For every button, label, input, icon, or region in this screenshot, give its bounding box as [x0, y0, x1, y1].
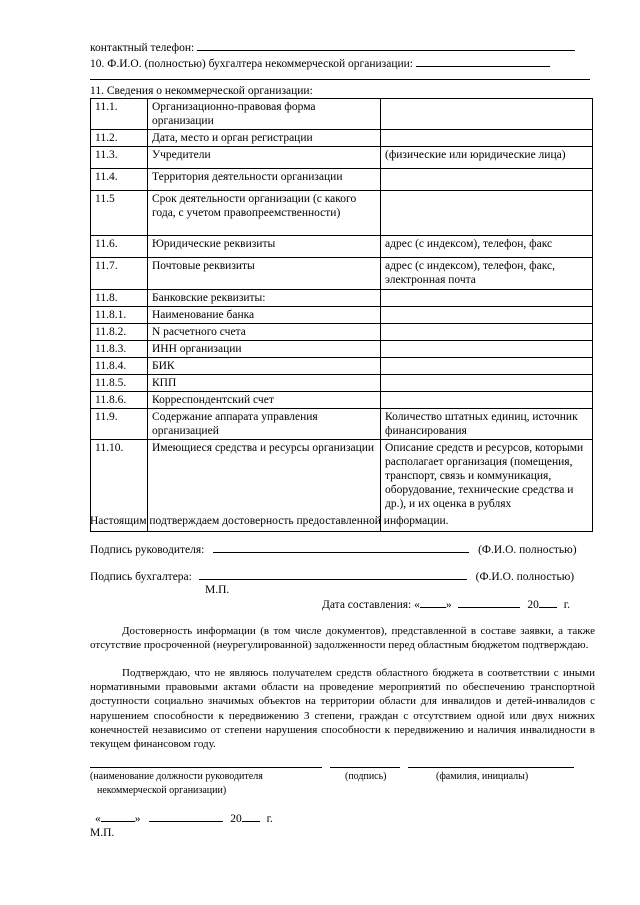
- section-title: 11. Сведения о некоммерческой организации:: [90, 85, 313, 97]
- row-number: 11.6.: [91, 236, 148, 258]
- table-row: [91, 99, 593, 130]
- row-field-value[interactable]: [381, 290, 593, 307]
- date-year: 20: [527, 599, 539, 611]
- row-field-name: Территория деятельности организации: [148, 169, 381, 191]
- footer-date-day-field[interactable]: [101, 811, 135, 822]
- row-number: 11.8.: [91, 290, 148, 307]
- accountant-row: [90, 56, 550, 71]
- position-line[interactable]: [90, 767, 322, 768]
- table-row: [91, 290, 593, 307]
- row-field-value[interactable]: (физические или юридические лица): [381, 147, 593, 169]
- row-number: 11.8.4.: [91, 358, 148, 375]
- footer-date-close: »: [134, 813, 141, 825]
- table-row: [91, 147, 593, 169]
- organization-info-table: [90, 98, 593, 532]
- row-number: 11.8.6.: [91, 392, 148, 409]
- head-signature-hint: (Ф.И.О. полностью): [478, 544, 577, 556]
- footer-date-suffix: г.: [266, 813, 273, 825]
- reliability-paragraph: Достоверность информации (в том числе документов), представленной в составе заявки, а также отсутствие просроченной (неурегулированной) задолженности перед областным бюджетом подтверждаю.: [90, 625, 595, 652]
- row-number: 11.8.5.: [91, 375, 148, 392]
- row-field-value[interactable]: [381, 324, 593, 341]
- name-hint: (фамилия, инициалы): [436, 771, 529, 782]
- row-number: 11.2.: [91, 130, 148, 147]
- date-row: [322, 597, 570, 612]
- row-field-name: Дата, место и орган регистрации: [148, 130, 381, 147]
- date-month-field[interactable]: [458, 597, 520, 608]
- accountant-name-line-2[interactable]: [90, 79, 590, 80]
- footer-date-row: [95, 811, 273, 826]
- row-field-value[interactable]: Описание средств и ресурсов, которыми располагает организация (помещения, транспорт, связь и коммуникация, оборудование, технические средства и др.), и их оценка в рублях: [381, 440, 593, 532]
- table-row: [91, 341, 593, 358]
- row-field-name: ИНН организации: [148, 341, 381, 358]
- row-number: 11.10.: [91, 440, 148, 532]
- head-signature-row: [90, 542, 577, 557]
- table-row: [91, 130, 593, 147]
- row-field-name: Почтовые реквизиты: [148, 258, 381, 290]
- contact-phone-field[interactable]: [197, 40, 575, 51]
- confirm-text: Настоящим подтверждаем достоверность предоставленной информации.: [90, 515, 449, 527]
- row-field-name: Наименование банка: [148, 307, 381, 324]
- head-signature-field[interactable]: [213, 542, 469, 553]
- date-mid: »: [445, 599, 452, 611]
- table-row: [91, 409, 593, 440]
- accountant-label: 10. Ф.И.О. (полностью) бухгалтера некоммерческой организации:: [90, 58, 413, 70]
- row-number: 11.4.: [91, 169, 148, 191]
- row-field-value[interactable]: [381, 392, 593, 409]
- stamp-mark: М.П.: [205, 584, 230, 596]
- head-signature-label: Подпись руководителя:: [90, 544, 205, 556]
- footer-date-year-field[interactable]: [242, 811, 260, 822]
- row-field-value[interactable]: [381, 341, 593, 358]
- row-number: 11.8.3.: [91, 341, 148, 358]
- row-field-name: Имеющиеся средства и ресурсы организации: [148, 440, 381, 532]
- table-row: [91, 169, 593, 191]
- date-prefix: Дата составления: «: [322, 599, 420, 611]
- row-field-value[interactable]: [381, 169, 593, 191]
- footer-date-year: 20: [230, 813, 242, 825]
- row-field-name: Содержание аппарата управления организацией: [148, 409, 381, 440]
- table-row: [91, 392, 593, 409]
- footer-stamp-mark: М.П.: [90, 827, 115, 839]
- row-number: 11.7.: [91, 258, 148, 290]
- date-year-field[interactable]: [539, 597, 557, 608]
- table-row: [91, 258, 593, 290]
- row-field-value[interactable]: Количество штатных единиц, источник финансирования: [381, 409, 593, 440]
- accountant-signature-field[interactable]: [199, 569, 467, 580]
- row-field-name: Юридические реквизиты: [148, 236, 381, 258]
- row-number: 11.9.: [91, 409, 148, 440]
- table-row: [91, 324, 593, 341]
- date-suffix: г.: [563, 599, 571, 611]
- accountant-signature-label: Подпись бухгалтера:: [90, 571, 192, 583]
- date-day-field[interactable]: [420, 597, 446, 608]
- row-field-value[interactable]: [381, 375, 593, 392]
- contact-phone-label: контактный телефон:: [90, 42, 195, 54]
- table-row: [91, 191, 593, 236]
- row-field-name: Учредители: [148, 147, 381, 169]
- row-field-name: БИК: [148, 358, 381, 375]
- row-field-name: КПП: [148, 375, 381, 392]
- row-number: 11.3.: [91, 147, 148, 169]
- row-field-name: Банковские реквизиты:: [148, 290, 381, 307]
- row-field-name: Срок деятельности организации (с какого года, с учетом правопреемственности): [148, 191, 381, 236]
- row-number: 11.1.: [91, 99, 148, 130]
- table-row: [91, 375, 593, 392]
- row-number: 11.8.2.: [91, 324, 148, 341]
- confirmation-paragraph: Подтверждаю, что не являюсь получателем средств областного бюджета в соответствии с иными нормативными правовыми актами области на проведение мероприятий по обеспечению транспортной доступности социально значимых объектов на территории области для инвалидов и детей-инвалидов с нарушением способности к передвижению 3 степени, граждан с отсутствием одной или двух нижних конечностей независимо от степени нарушения способности к передвижению и наличия инвалидности в текущем финансовом году.: [90, 667, 595, 751]
- row-number: 11.8.1.: [91, 307, 148, 324]
- contact-phone-row: [90, 40, 575, 55]
- position-hint-2: некоммерческой организации): [97, 785, 227, 796]
- footer-date-month-field[interactable]: [149, 811, 223, 822]
- table-row: [91, 307, 593, 324]
- accountant-signature-row: [90, 569, 574, 584]
- row-field-value[interactable]: адрес (с индексом), телефон, факс: [381, 236, 593, 258]
- row-field-name: Корреспондентский счет: [148, 392, 381, 409]
- name-line[interactable]: [408, 767, 574, 768]
- footer-date-open: «: [95, 813, 101, 825]
- row-number: 11.5: [91, 191, 148, 236]
- table-row: [91, 236, 593, 258]
- row-field-value[interactable]: адрес (с индексом), телефон, факс, электронная почта: [381, 258, 593, 290]
- row-field-value[interactable]: [381, 358, 593, 375]
- position-hint-1: (наименование должности руководителя: [90, 771, 263, 782]
- row-field-name: N расчетного счета: [148, 324, 381, 341]
- accountant-signature-hint: (Ф.И.О. полностью): [475, 571, 575, 583]
- row-field-name: Организационно-правовая форма организации: [148, 99, 381, 130]
- signature-line[interactable]: [330, 767, 400, 768]
- row-field-value[interactable]: [381, 307, 593, 324]
- accountant-name-field[interactable]: [416, 56, 550, 67]
- table-row: [91, 358, 593, 375]
- row-field-value[interactable]: [381, 191, 593, 236]
- row-field-value[interactable]: [381, 130, 593, 147]
- signature-hint: (подпись): [345, 771, 387, 782]
- row-field-value[interactable]: [381, 99, 593, 130]
